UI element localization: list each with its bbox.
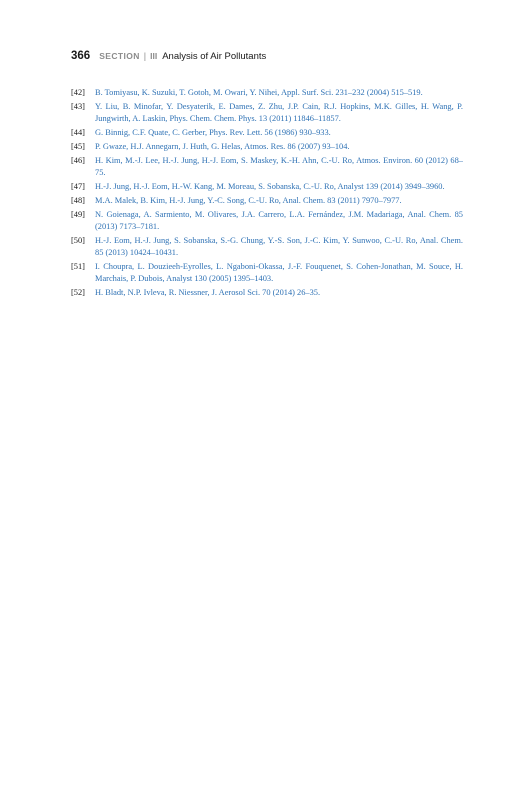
reference-number: [46]: [71, 156, 85, 165]
reference-item: [71, 141, 463, 153]
section-label: SECTION: [99, 51, 140, 61]
reference-link[interactable]: G. Binnig, C.F. Quate, C. Gerber, Phys. Rev. Lett. 56 (1986) 930–933.: [95, 128, 331, 137]
reference-item: [71, 209, 463, 233]
reference-item: [71, 235, 463, 259]
part-title: Analysis of Air Pollutants: [162, 51, 267, 62]
reference-link[interactable]: P. Gwaze, H.J. Annegarn, J. Huth, G. Helas, Atmos. Res. 86 (2007) 93–104.: [95, 142, 350, 151]
reference-number: [43]: [71, 102, 85, 111]
reference-item: [71, 127, 463, 139]
reference-item: [71, 261, 463, 285]
reference-link[interactable]: H. Kim, M.-J. Lee, H.-J. Jung, H.-J. Eom, S. Maskey, K.-H. Ahn, C.-U. Ro, Atmos. Environ. 60 (2012) 68–75.: [95, 156, 463, 177]
reference-link[interactable]: B. Tomiyasu, K. Suzuki, T. Gotoh, M. Owari, Y. Nihei, Appl. Surf. Sci. 231–232 (2004) 515–519.: [95, 88, 423, 97]
reference-link[interactable]: Y. Liu, B. Minofar, Y. Desyaterik, E. Dames, Z. Zhu, J.P. Cain, R.J. Hopkins, M.K. Gilles, H. Wang, P. Jungwirth, A. Laskin, Phys. Chem. Chem. Phys. 13 (2011) 11846–11857.: [95, 102, 463, 123]
reference-number: [45]: [71, 142, 85, 151]
reference-number: [42]: [71, 88, 85, 97]
reference-number: [50]: [71, 236, 85, 245]
header-separator: |: [143, 51, 147, 61]
reference-link[interactable]: H.-J. Eom, H.-J. Jung, S. Sobanska, S.-G. Chung, Y.-S. Son, J.-C. Kim, Y. Sunwoo, C.-U. Ro, Anal. Chem. 85 (2013) 10424–10431.: [95, 236, 463, 257]
reference-link[interactable]: N. Goienaga, A. Sarmiento, M. Olivares, J.A. Carrero, L.A. Fernández, J.M. Madariaga, Anal. Chem. 85 (2013) 7173–7181.: [95, 210, 463, 231]
reference-item: [71, 195, 463, 207]
reference-link[interactable]: M.A. Malek, B. Kim, H.-J. Jung, Y.-C. Song, C.-U. Ro, Anal. Chem. 83 (2011) 7970–7977.: [95, 196, 402, 205]
reference-item: [71, 155, 463, 179]
reference-number: [51]: [71, 262, 85, 271]
reference-link[interactable]: I. Choupra, L. Douzieeh-Eyrolles, L. Ngaboni-Okassa, J.-F. Fouquenet, S. Cohen-Jonathan, M. Souce, H. Marchais, P. Dubois, Analyst 130 (2005) 1395–1403.: [95, 262, 463, 283]
reference-list: [71, 87, 463, 301]
reference-item: [71, 87, 463, 99]
page-number: 366: [71, 50, 91, 62]
reference-link[interactable]: H.-J. Jung, H.-J. Eom, H.-W. Kang, M. Moreau, S. Sobanska, C.-U. Ro, Analyst 139 (2014) 3949–3960.: [95, 182, 445, 191]
reference-link[interactable]: H. Bladt, N.P. Ivleva, R. Niessner, J. Aerosol Sci. 70 (2014) 26–35.: [95, 288, 321, 297]
reference-number: [52]: [71, 288, 85, 297]
reference-item: [71, 101, 463, 125]
reference-number: [48]: [71, 196, 85, 205]
reference-number: [49]: [71, 210, 85, 219]
reference-item: [71, 287, 463, 299]
running-header: [71, 50, 471, 66]
reference-number: [44]: [71, 128, 85, 137]
part-number: III: [150, 51, 158, 61]
reference-item: [71, 181, 463, 193]
reference-number: [47]: [71, 182, 85, 191]
